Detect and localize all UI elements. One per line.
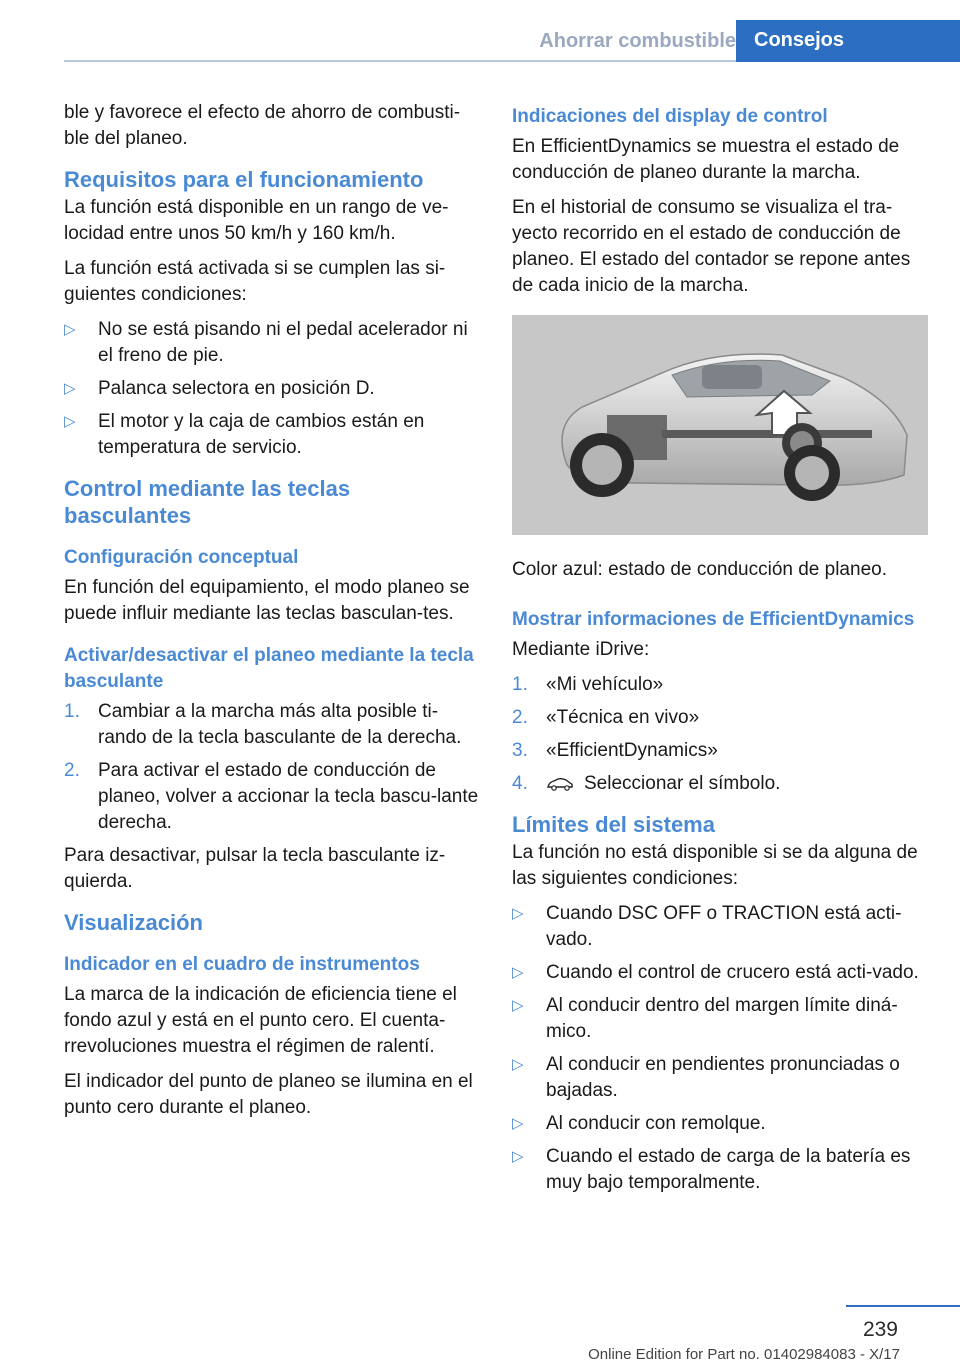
intro-paragraph: ble y favorece el efecto de ahorro de combusti-ble del planeo. xyxy=(64,102,461,149)
triangle-bullet-icon: ▷ xyxy=(512,997,524,1014)
list-item: 2. «Técnica en vivo» xyxy=(512,707,700,728)
display-subheading: Indicaciones del display de control xyxy=(512,106,828,127)
triangle-bullet-icon: ▷ xyxy=(64,380,76,397)
display-paragraph-1: En EfficientDynamics se muestra el estado de conducción de planeo durante la marcha. xyxy=(512,136,900,183)
system-limits-list xyxy=(512,901,930,1196)
car-illustration-svg xyxy=(512,315,928,535)
list-item: ▷ Al conducir con remolque. xyxy=(512,1111,930,1137)
list-item: 1. «Mi vehículo» xyxy=(512,674,664,695)
activate-steps-list xyxy=(64,699,482,836)
list-item: 4. Seleccionar el símbolo. xyxy=(512,773,781,794)
indicator-paragraph-1: La marca de la indicación de eficiencia tiene el fondo azul y está en el punto cero. El cuenta-rrevoluciones muestra el régimen de ralentí. xyxy=(64,984,457,1057)
triangle-bullet-icon: ▷ xyxy=(512,964,524,981)
deactivate-paragraph: Para desactivar, pulsar la tecla basculante iz-quierda. xyxy=(64,845,446,892)
list-item: 1. Cambiar a la marcha más alta posible ti-rando de la tecla basculante de la derecha. xyxy=(64,701,462,748)
list-item: 2. Para activar el estado de conducción de planeo, volver a accionar la tecla bascu-lante derecha. xyxy=(64,760,479,833)
display-paragraph-2: En el historial de consumo se visualiza el tra-yecto recorrido en el estado de conducción de planeo. El estado del contador se repone antes de cada inicio de la marcha. xyxy=(512,197,911,296)
triangle-bullet-icon: ▷ xyxy=(64,321,76,338)
show-info-steps-list xyxy=(512,672,930,797)
triangle-bullet-icon: ▷ xyxy=(512,905,524,922)
right-column xyxy=(512,100,930,1203)
list-item: ▷ El motor y la caja de cambios están en temperatura de servicio. xyxy=(64,411,425,458)
list-item: ▷ Palanca selectora en posición D. xyxy=(64,376,482,402)
show-info-subheading: Mostrar informaciones de EfficientDynamics xyxy=(512,609,915,630)
visualization-heading: Visualización xyxy=(64,910,203,935)
car-drivetrain-illustration xyxy=(512,315,928,535)
list-item: ▷ Cuando el control de crucero está acti-vado. xyxy=(512,960,930,986)
list-item: ▷ No se está pisando ni el pedal acelerador ni el freno de pie. xyxy=(64,319,468,366)
requirements-paragraph-1: La función está disponible en un rango de ve-locidad entre unos 50 km/h y 160 km/h. xyxy=(64,197,449,244)
list-item: ▷ Cuando el estado de carga de la batería es muy bajo temporalmente. xyxy=(512,1146,911,1193)
configuration-paragraph: En función del equipamiento, el modo planeo se puede influir mediante las teclas basculan-tes. xyxy=(64,577,470,624)
show-info-paragraph: Mediante iDrive: xyxy=(512,639,650,660)
header-section-title: Ahorrar combustible xyxy=(539,30,736,52)
list-item: ▷ Cuando DSC OFF o TRACTION está acti-vado. xyxy=(512,903,902,950)
triangle-bullet-icon: ▷ xyxy=(64,413,76,430)
left-column xyxy=(64,100,482,1130)
requirements-paragraph-2: La función está activada si se cumplen las si-guientes condiciones: xyxy=(64,258,446,305)
requirements-heading: Requisitos para el funcionamiento xyxy=(64,167,424,192)
control-heading: Control mediante las teclas basculantes xyxy=(64,476,351,528)
system-limits-heading: Límites del sistema xyxy=(512,812,715,837)
triangle-bullet-icon: ▷ xyxy=(512,1115,524,1132)
page-number: 239 xyxy=(862,1318,898,1341)
efficient-dynamics-car-icon xyxy=(546,776,574,792)
footer-rule xyxy=(846,1305,960,1307)
configuration-subheading: Configuración conceptual xyxy=(64,547,299,568)
figure-caption: Color azul: estado de conducción de planeo. xyxy=(512,559,887,580)
triangle-bullet-icon: ▷ xyxy=(512,1056,524,1073)
list-item: 3. «EfficientDynamics» xyxy=(512,740,718,761)
indicator-subheading: Indicador en el cuadro de instrumentos xyxy=(64,954,420,975)
system-limits-paragraph: La función no está disponible si se da alguna de las siguientes condiciones: xyxy=(512,842,918,889)
list-item: ▷ Al conducir en pendientes pronunciadas o bajadas. xyxy=(512,1054,900,1101)
triangle-bullet-icon: ▷ xyxy=(512,1148,524,1165)
header-chapter-tab: Consejos xyxy=(736,20,960,62)
indicator-paragraph-2: El indicador del punto de planeo se ilumina en el punto cero durante el planeo. xyxy=(64,1071,473,1118)
list-item: ▷ Al conducir dentro del margen límite diná-mico. xyxy=(512,995,898,1042)
requirements-list xyxy=(64,317,482,461)
activate-subheading: Activar/desactivar el planeo mediante la tecla basculante xyxy=(64,645,474,692)
edition-footer: Online Edition for Part no. 01402984083 - X/17 xyxy=(588,1346,900,1363)
